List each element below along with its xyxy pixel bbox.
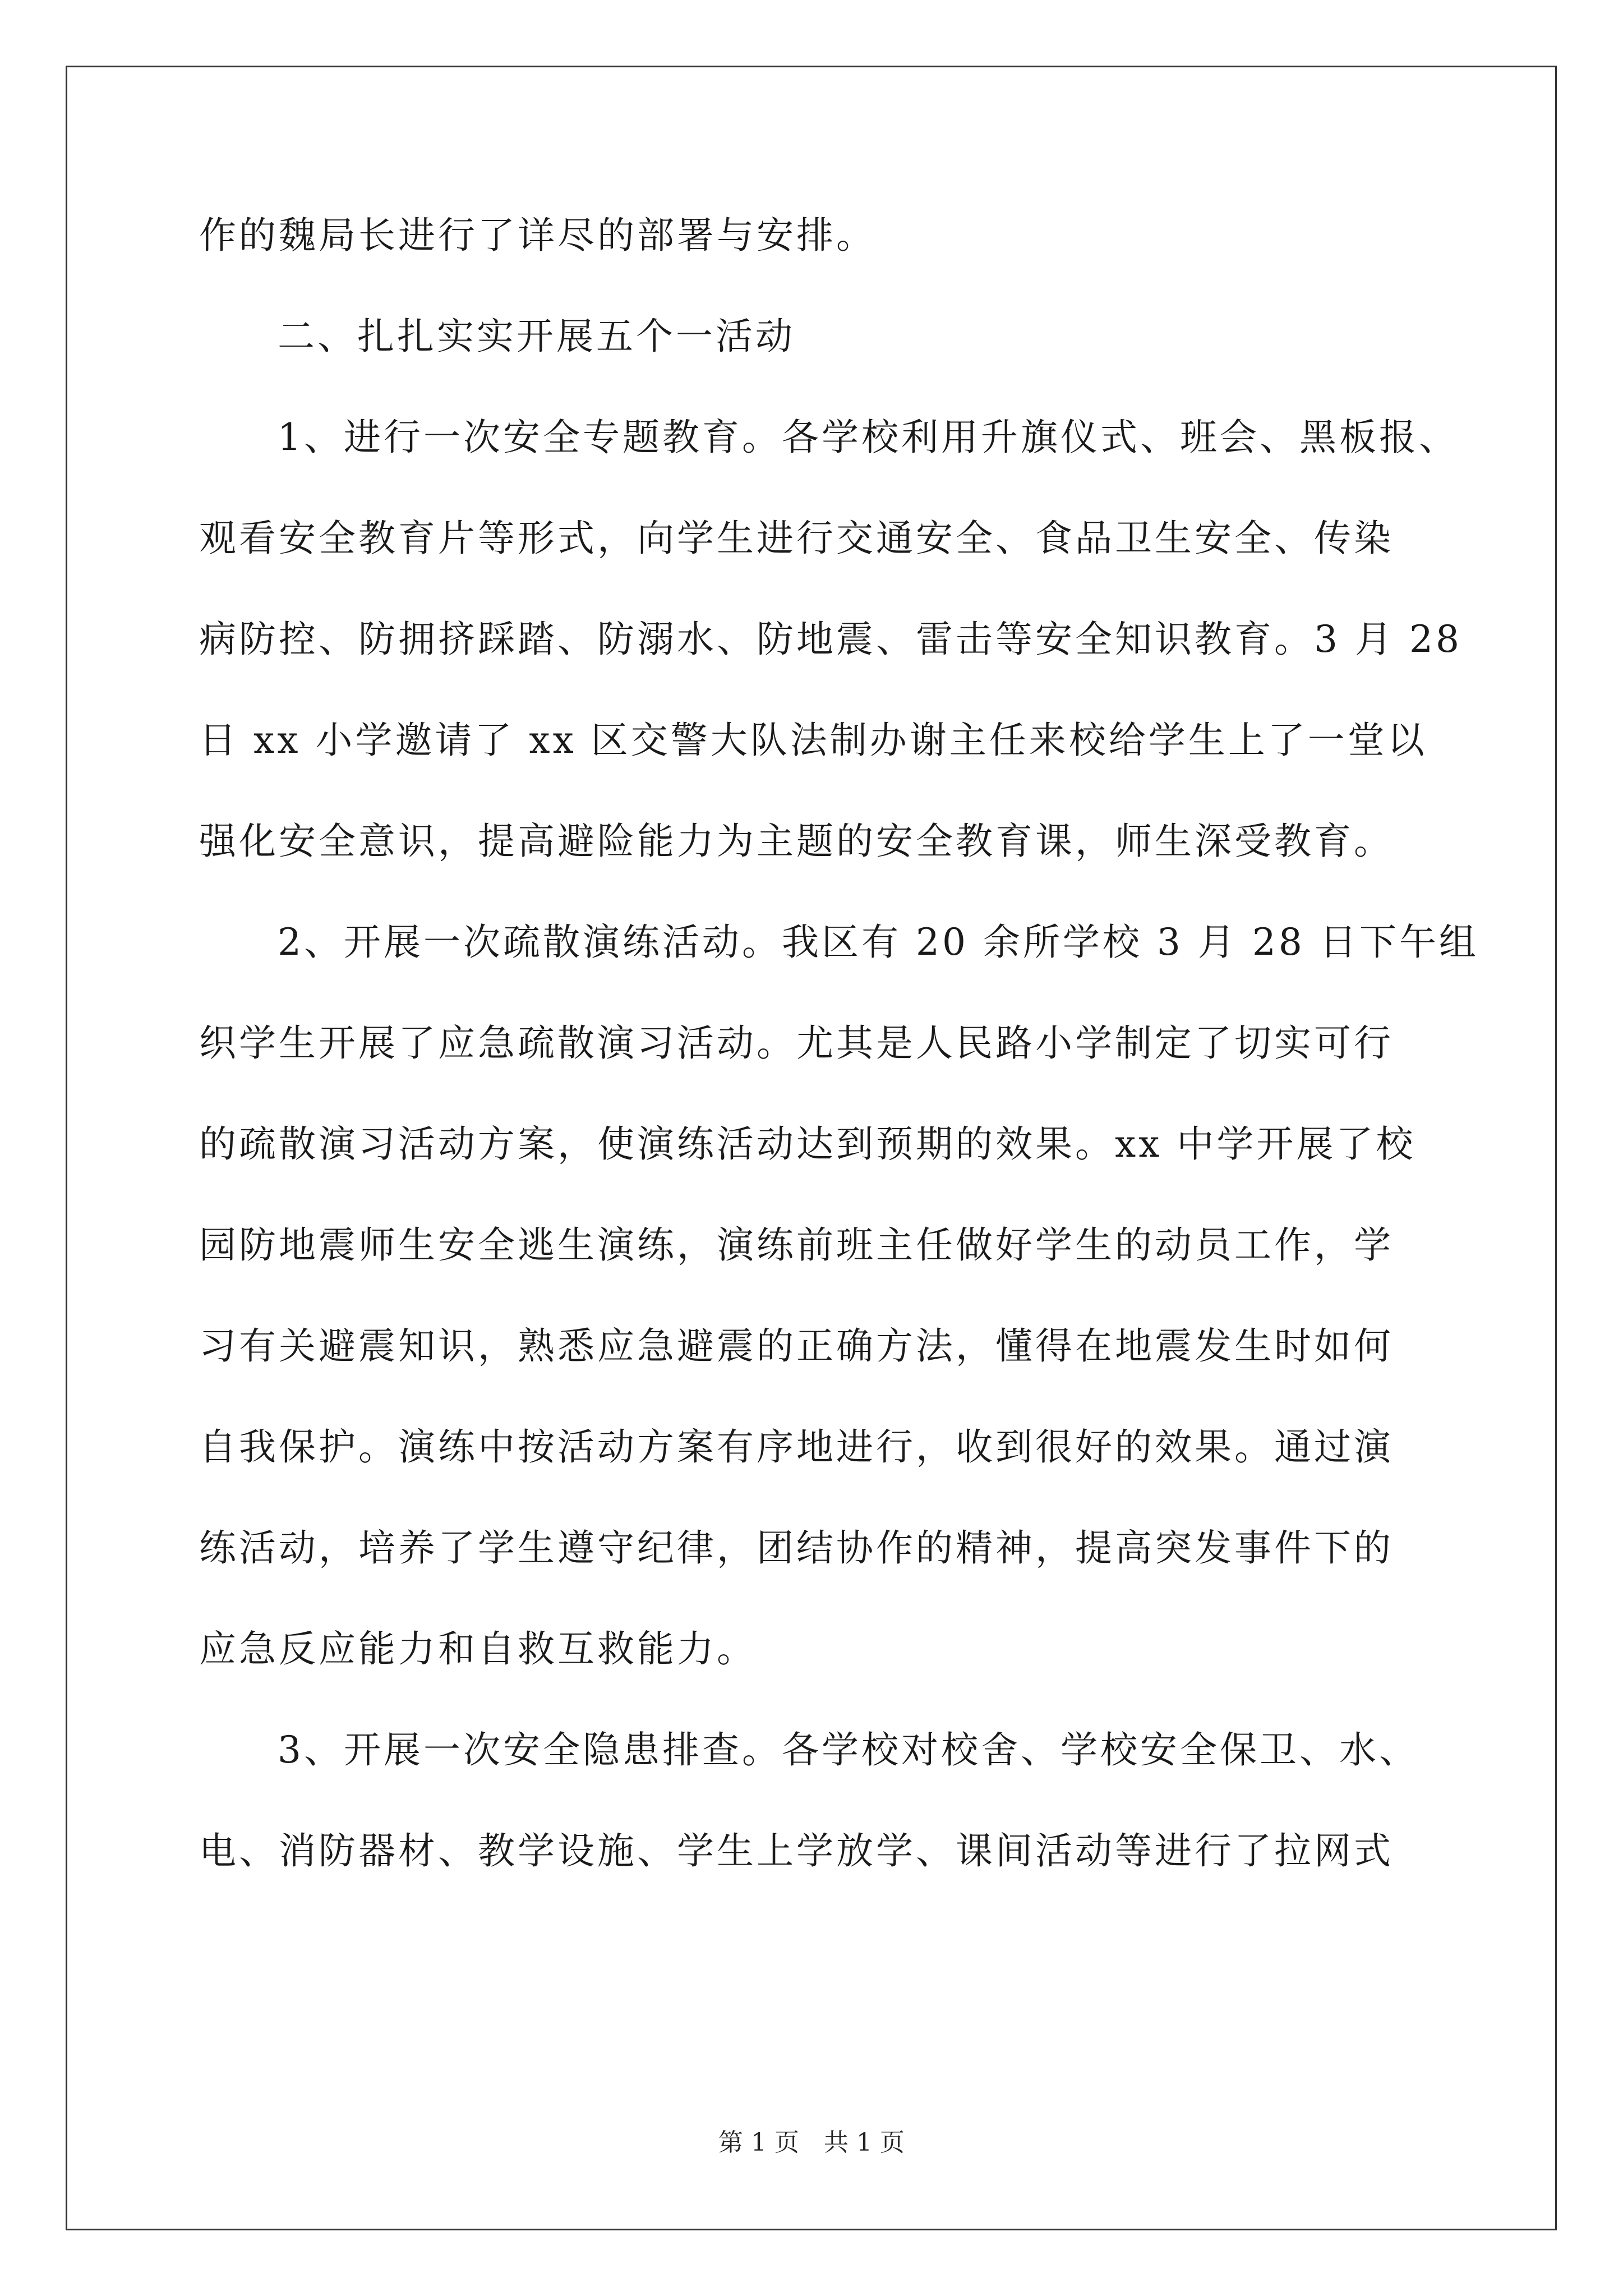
text-line: 电、消防器材、教学设施、学生上学放学、课间活动等进行了拉网式 xyxy=(199,1829,1394,1872)
text-line: 强化安全意识，提高避险能力为主题的安全教育课，师生深受教育。 xyxy=(199,820,1394,863)
text-line: 自我保护。演练中按活动方案有序地进行，收到很好的效果。通过演 xyxy=(199,1425,1394,1469)
text-line: 练活动，培养了学生遵守纪律，团结协作的精神，提高突发事件下的 xyxy=(199,1526,1394,1570)
text-line: 观看安全教育片等形式，向学生进行交通安全、食品卫生安全、传染 xyxy=(199,517,1394,560)
document-body xyxy=(199,208,1479,1924)
section-heading: 二、扎扎实实开展五个一活动 xyxy=(278,315,795,358)
text-line: 病防控、防拥挤踩踏、防溺水、防地震、雷击等安全知识教育。3 月 28 xyxy=(199,618,1462,661)
page-footer: 第 1 页 共 1 页 xyxy=(718,2128,905,2157)
text-line: 3、开展一次安全隐患排查。各学校对校舍、学校安全保卫、水、 xyxy=(278,1728,1419,1772)
text-line: 习有关避震知识，熟悉应急避震的正确方法，懂得在地震发生时如何 xyxy=(199,1324,1394,1368)
text-line: 织学生开展了应急疏散演习活动。尤其是人民路小学制定了切实可行 xyxy=(199,1022,1394,1065)
text-line: 2、开展一次疏散演练活动。我区有 20 余所学校 3 月 28 日下午组 xyxy=(278,921,1479,964)
text-line: 园防地震师生安全逃生演练，演练前班主任做好学生的动员工作，学 xyxy=(199,1223,1394,1267)
text-line: 作的魏局长进行了详尽的部署与安排。 xyxy=(199,214,876,257)
text-line: 应急反应能力和自救互救能力。 xyxy=(199,1627,757,1671)
text-line: 的疏散演习活动方案，使演练活动达到预期的效果。xx 中学开展了校 xyxy=(199,1122,1416,1166)
text-line: 1、进行一次安全专题教育。各学校利用升旗仪式、班会、黑板报、 xyxy=(278,416,1459,459)
text-line: 日 xx 小学邀请了 xx 区交警大队法制办谢主任来校给学生上了一堂以 xyxy=(199,719,1427,762)
